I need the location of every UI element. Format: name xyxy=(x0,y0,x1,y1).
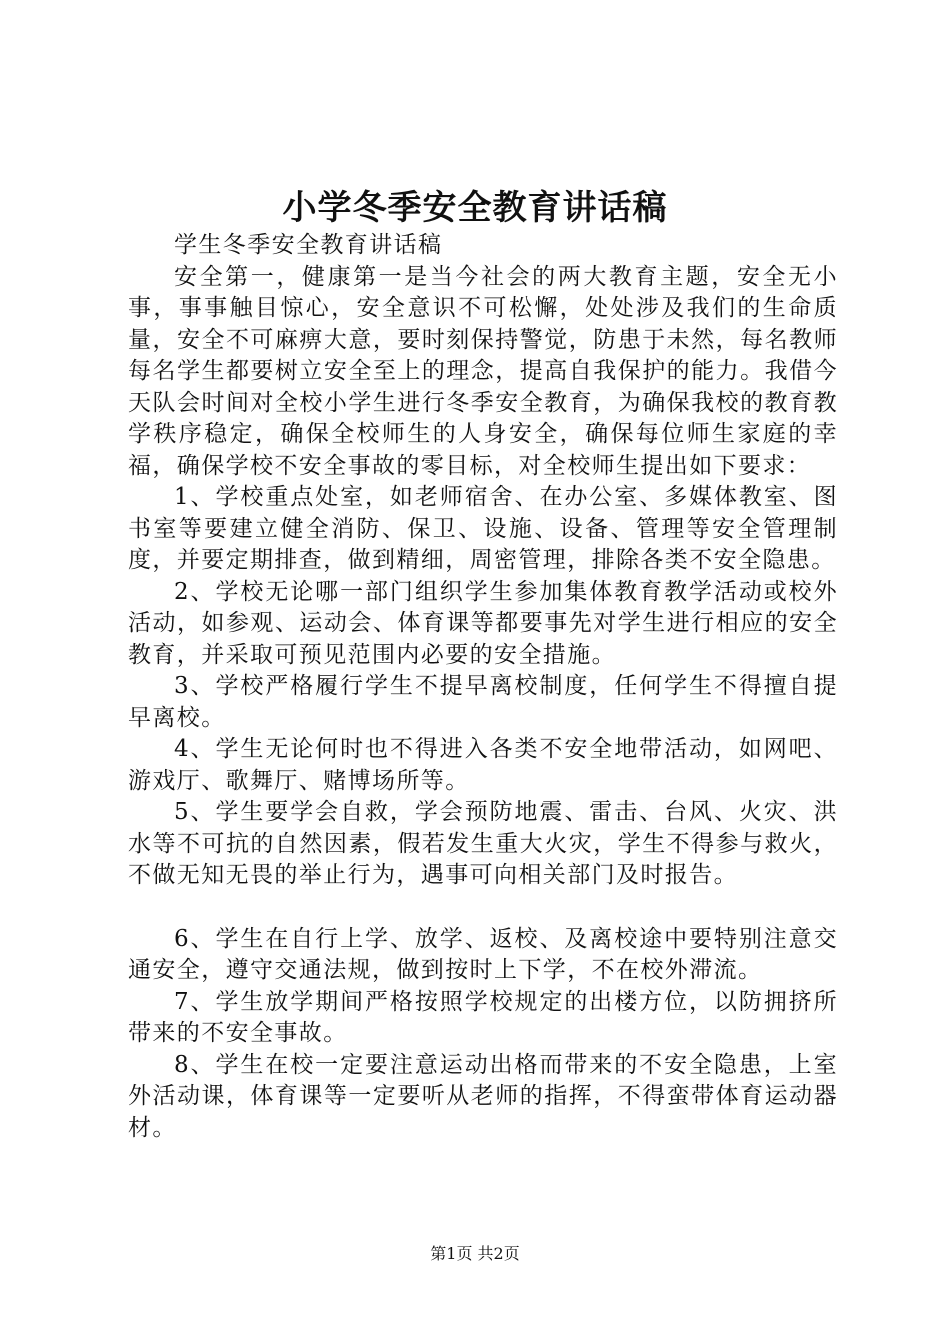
document-body xyxy=(128,230,838,1144)
paragraph-item-3: 3、学校严格履行学生不提早离校制度，任何学生不得擅自提早离校。 xyxy=(128,673,838,731)
page-number-footer: 第1页 共2页 xyxy=(430,1244,520,1263)
paragraph-item-8: 8、学生在校一定要注意运动出格而带来的不安全隐患，上室外活动课，体育课等一定要听从老师的指挥，不得蛮带体育运动器材。 xyxy=(128,1051,838,1141)
paragraph-item-1: 1、学校重点处室，如老师宿舍、在办公室、多媒体教室、图书室等要建立健全消防、保卫、设施、设备、管理等安全管理制度，并要定期排查，做到精细，周密管理，排除各类不安全隐患。 xyxy=(128,484,838,573)
paragraph-item-4: 4、学生无论何时也不得进入各类不安全地带活动，如网吧、游戏厅、歌舞厅、赌博场所等。 xyxy=(128,736,838,794)
paragraph-intro: 安全第一，健康第一是当今社会的两大教育主题，安全无小事，事事触目惊心，安全意识不可松懈，处处涉及我们的生命质量，安全不可麻痹大意，要时刻保持警觉，防患于未然，每名教师每名学生都要树立安全至上的理念，提高自我保护的能力。我借今天队会时间对全校小学生进行冬季安全教育，为确保我校的教育教学秩序稳定，确保全校师生的人身安全，确保每位师生家庭的幸福，确保学校不安全事故的零目标，对全校师生提出如下要求： xyxy=(128,263,838,479)
paragraph-item-6: 6、学生在自行上学、放学、返校、及离校途中要特别注意交通安全，遵守交通法规，做到按时上下学，不在校外滞流。 xyxy=(128,925,838,983)
paragraph-item-5: 5、学生要学会自救，学会预防地震、雷击、台风、火灾、洪水等不可抗的自然因素，假若发生重大火灾，学生不得参与救火，不做无知无畏的举止行为，遇事可向相关部门及时报告。 xyxy=(128,799,838,888)
paragraph-item-7: 7、学生放学期间严格按照学校规定的出楼方位，以防拥挤所带来的不安全事故。 xyxy=(128,988,838,1046)
paragraph-item-2: 2、学校无论哪一部门组织学生参加集体教育教学活动或校外活动，如参观、运动会、体育课等都要事先对学生进行相应的安全教育，并采取可预见范围内必要的安全措施。 xyxy=(128,578,838,668)
document-title: 小学冬季安全教育讲话稿 xyxy=(282,188,668,228)
document-subtitle: 学生冬季安全教育讲话稿 xyxy=(174,232,443,258)
